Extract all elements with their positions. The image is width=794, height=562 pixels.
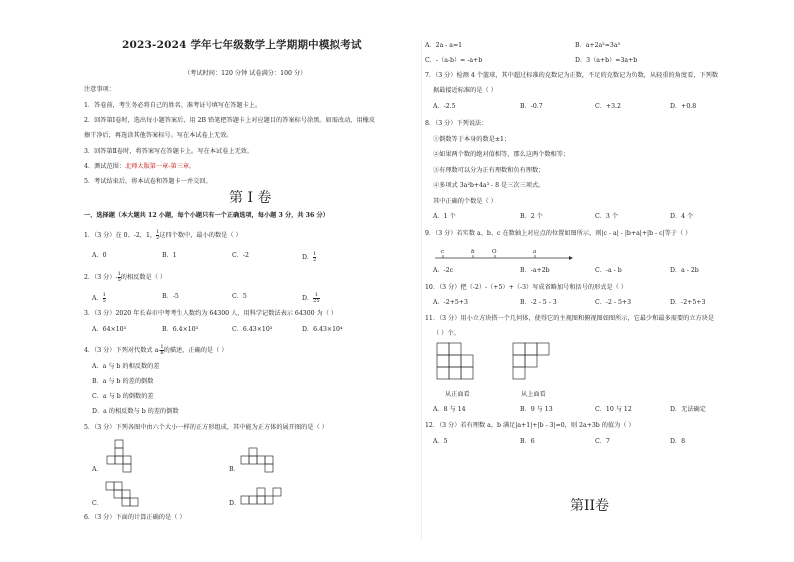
q1-option-a[interactable]: A．0 <box>92 252 107 259</box>
q12-option-a[interactable]: A．5 <box>433 438 448 445</box>
q6-option-a[interactable]: A．2a - a=1 <box>425 42 463 49</box>
question-1 <box>84 230 242 241</box>
question-9: 9．（3 分）若实数 a、b、c 在数轴上对应点的位置如图所示，则|c - a| - |b+a|+|b - c|等于（ ） <box>425 230 692 237</box>
axis-label-c: c <box>441 249 445 255</box>
axis-label-a: a <box>533 249 537 255</box>
test-range: 北师大版第一章-第三章。 <box>125 163 196 170</box>
notice-4-prefix: 4．测试范围： <box>84 163 126 170</box>
section-one-heading: 一、选择题（本大题共 12 小题，每个小题只有一个正确选项，每小题 3 分，共 36 分） <box>84 212 329 219</box>
q2-option-d[interactable]: D． $\frac{1}{25}$ <box>302 292 320 304</box>
q2-fraction: $\frac{1}{5}$ <box>117 271 121 283</box>
q2-d-fraction: $\frac{1}{25}$ <box>313 292 320 304</box>
question-12: 12．（3 分）若有理数 a，b 满足|a+1|+|b - 3|=0，则 2a+3b 的值为（ ） <box>425 422 635 429</box>
q10-option-a[interactable]: A．-2+5+3 <box>433 299 468 306</box>
question-6: 6．（3 分）下面的计算正确的是（ ） <box>84 514 186 521</box>
q2-a-fraction: $\frac{1}{5}$ <box>102 292 106 304</box>
q8-option-c[interactable]: C．3 个 <box>595 213 619 220</box>
q3-option-c[interactable]: C．6.43×10³ <box>232 326 273 333</box>
q11-front-view <box>437 343 477 383</box>
question-7-cont: 据最接近标准的是（ ） <box>433 87 497 94</box>
notice-2-cont: 擦干净后，再选涂其他答案标号。写在本试卷上无效。 <box>84 132 233 139</box>
q1-d-fraction: $\frac{1}{2}$ <box>313 251 317 263</box>
q10-option-c[interactable]: C．-2 - 5+3 <box>595 299 632 306</box>
q12-option-b[interactable]: B．6 <box>520 438 535 445</box>
q2-option-c[interactable]: C．5 <box>232 293 247 300</box>
question-11-cont: （ ）个。 <box>433 330 460 337</box>
q9-number-line <box>435 246 575 264</box>
q8-option-a[interactable]: A．1 个 <box>433 213 456 220</box>
q4-option-a[interactable]: A．a 与 b 的相反数的差 <box>92 363 160 370</box>
q5-option-a[interactable]: A． <box>92 466 103 473</box>
q1-fraction: $\frac{1}{2}$ <box>156 229 160 241</box>
question-11: 11．（3 分）用小立方块搭一个几何体，使得它的主视图和俯视图如图所示，它最少和最多需要的立方块是 <box>425 315 715 322</box>
q5-net-d <box>241 488 291 506</box>
q5-net-b <box>241 448 281 472</box>
notice-title: 注意事项： <box>84 86 115 93</box>
q9-option-c[interactable]: C．-a - b <box>595 267 622 274</box>
q1-option-d[interactable]: D． $\frac{1}{2}$ <box>302 251 317 263</box>
q8-statement-2: ②如果两个数的绝对值相等，那么这两个数相等； <box>433 151 570 158</box>
axis-label-b: b <box>471 249 475 255</box>
q6-option-c[interactable]: C．-（a-b）= -a+b <box>425 57 483 64</box>
question-2: 2．（3 分）- $\frac{1}{5}$ 的相反数是（ ） <box>84 271 167 283</box>
q3-option-d[interactable]: D．6.43×10⁴ <box>302 326 343 333</box>
q8-statement-4: ④多项式 3a²b+4a³ - 8 是三次三项式。 <box>433 182 545 189</box>
q10-option-d[interactable]: D．-2+5+3 <box>670 299 706 306</box>
axis-label-origin: O <box>492 249 497 255</box>
q1-stem: 1．（3 分）在 0、-2，1， <box>84 232 157 239</box>
notice-3: 3．回答第Ⅱ卷时，将答案写在答题卡上。写在本试卷上无效。 <box>84 148 254 155</box>
q7-option-a[interactable]: A．-2.5 <box>433 103 456 110</box>
q4-option-d[interactable]: D．a 的相反数与 b 的差的倒数 <box>92 408 179 415</box>
q8-ask: 其中正确的个数是（ ） <box>433 198 497 205</box>
question-3: 3．（3 分）2020 年长春市中考考生人数约为 64300 人，用科学记数法表示 64300 为（ ） <box>84 310 338 317</box>
q8-option-d[interactable]: D．4 个 <box>670 213 694 220</box>
notice-4 <box>84 163 195 171</box>
q7-option-c[interactable]: C．+3.2 <box>595 103 621 110</box>
part-two-heading: 第II卷 <box>570 498 610 514</box>
q12-option-d[interactable]: D．8 <box>670 438 686 445</box>
exam-info: （考试时间：120 分钟 试卷满分：100 分） <box>184 70 307 77</box>
q9-option-d[interactable]: D．a - 2b <box>670 267 699 274</box>
question-7: 7．（3 分）检测 4 个篮球，其中超过标准的克数记为正数，不足的克数记为负数，从轻重的角度看，下列数 <box>425 72 719 79</box>
q5-net-c <box>106 482 146 506</box>
q11-option-c[interactable]: C．10 与 12 <box>595 406 632 413</box>
q2-option-a[interactable]: A． $\frac{1}{5}$ <box>92 292 106 304</box>
q5-option-d[interactable]: D． <box>229 500 241 507</box>
q11-option-d[interactable]: D．无法确定 <box>670 406 706 413</box>
notice-1: 1．答卷前，考生务必将自己的姓名、准考证号填写在答题卡上。 <box>84 102 262 109</box>
part-one-heading: 第 I 卷 <box>229 190 272 206</box>
question-8: 8．（3 分）下列说法： <box>425 120 488 127</box>
question-4: 4．（3 分）下列对代数式 a- $\frac{1}{b}$ 的描述，正确的是（ ） <box>84 344 228 356</box>
q6-option-b[interactable]: B．a+2a²=3a³ <box>575 42 621 49</box>
q7-option-d[interactable]: D．+0.8 <box>670 103 697 110</box>
q11-front-label: 从正面看 <box>445 391 470 398</box>
q9-option-b[interactable]: B．-a+2b <box>520 267 550 274</box>
q11-top-view <box>513 343 553 383</box>
q2-option-b[interactable]: B．-5 <box>162 293 179 300</box>
q8-option-b[interactable]: B．2 个 <box>520 213 543 220</box>
notice-5: 5．考试结束后，将本试卷和答题卡一并交回。 <box>84 178 212 185</box>
q6-option-d[interactable]: D．3（a+b）=3a+b <box>575 57 638 64</box>
q5-option-b[interactable]: B． <box>229 466 240 473</box>
q10-option-b[interactable]: B．-2 - 5 - 3 <box>520 299 557 306</box>
column-divider <box>421 40 422 540</box>
question-5: 5．（3 分）下列各图中由六个大小一样的正方形组成，其中能为正方体的展开图的是（ ） <box>84 424 328 431</box>
q11-option-b[interactable]: B．9 与 13 <box>520 406 553 413</box>
q4-fraction: $\frac{1}{b}$ <box>160 344 164 356</box>
q8-statement-3: ③有理数可以分为正有理数和负有理数； <box>433 167 545 174</box>
q1-option-c[interactable]: C．-2 <box>232 252 249 259</box>
q9-option-a[interactable]: A．-2c <box>433 267 454 274</box>
q4-option-b[interactable]: B．a 与 b 的差的倒数 <box>92 378 154 385</box>
q3-option-a[interactable]: A．64×10³ <box>92 326 127 333</box>
q3-option-b[interactable]: B．6.4×10³ <box>162 326 199 333</box>
q1-stem-tail: 这四个数中，最小的数是（ ） <box>159 232 242 239</box>
q5-net-a <box>106 440 146 472</box>
q11-top-label: 从上面看 <box>521 391 546 398</box>
q8-statement-1: ①倒数等于本身的数是±1； <box>433 136 511 143</box>
exam-title: 2023-2024 学年七年级数学上学期期中模拟考试 <box>122 39 362 51</box>
q4-option-c[interactable]: C．a 与 b 的倒数的差 <box>92 393 154 400</box>
question-10: 10．（3 分）把（-2）-（+5）+（-3）写成省略加号和括号的形式是（ ） <box>425 284 627 291</box>
q1-option-b[interactable]: B．1 <box>162 252 177 259</box>
notice-2: 2．回答第Ⅰ卷时，选出每小题答案后，用 2B 铅笔把答题卡上对应题目的答案标号涂黑。如需改动，用橡皮 <box>84 117 376 124</box>
q12-option-c[interactable]: C．7 <box>595 438 610 445</box>
q11-option-a[interactable]: A．8 与 14 <box>433 406 466 413</box>
q5-option-c[interactable]: C． <box>92 500 103 507</box>
q7-option-b[interactable]: B．-0.7 <box>520 103 543 110</box>
